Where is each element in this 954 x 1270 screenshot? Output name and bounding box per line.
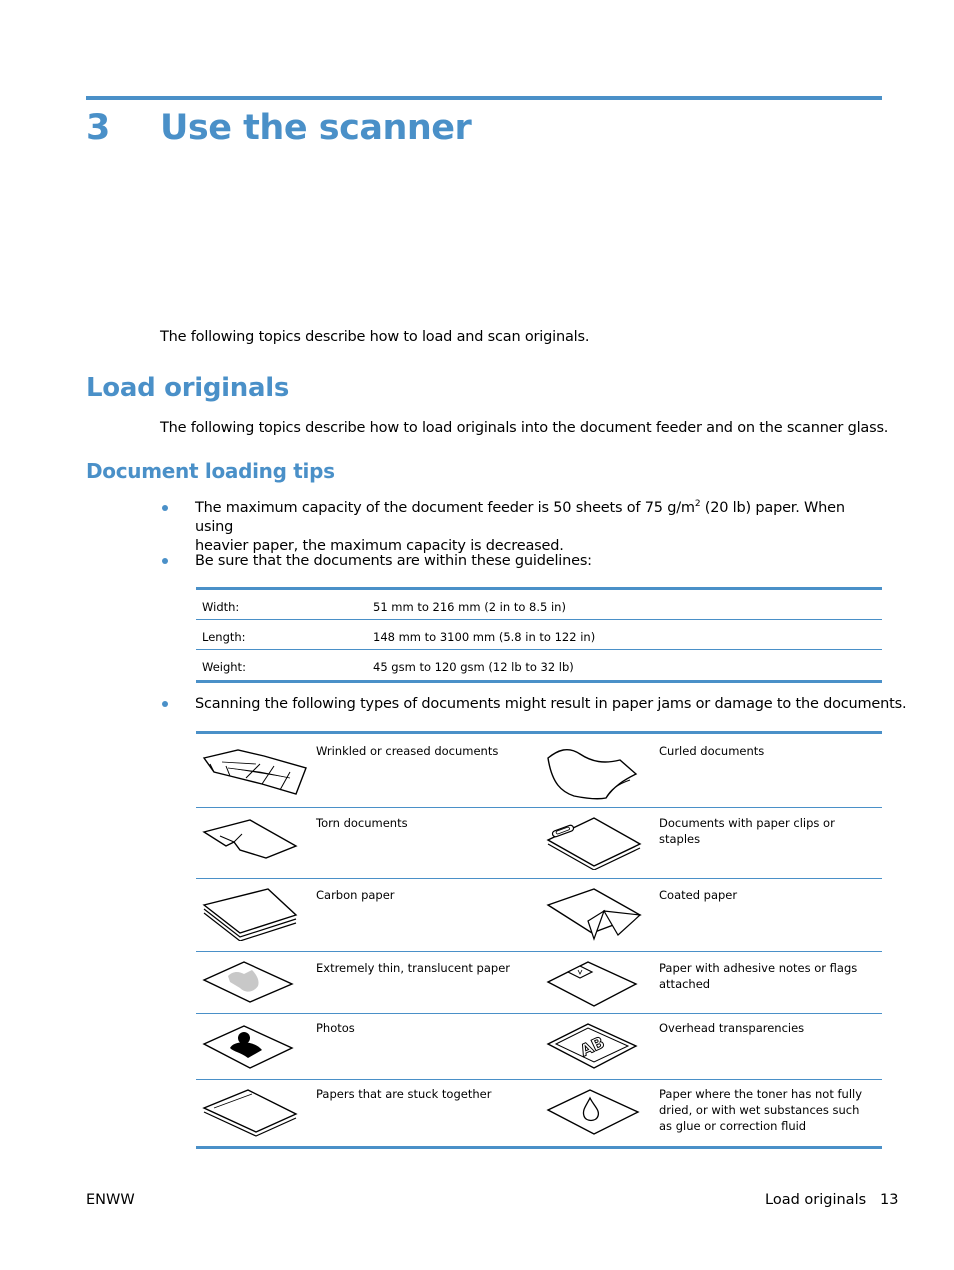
table-row xyxy=(196,734,882,808)
doc-type-label: Overhead transparencies xyxy=(659,1021,805,1035)
photo-icon xyxy=(200,1022,296,1070)
bullet-dot xyxy=(162,505,168,511)
spec-label: Weight: xyxy=(202,660,246,674)
superscript-2: 2 xyxy=(694,499,701,509)
bullet-capacity-text: The maximum capacity of the document feeder is 50 sheets of 75 g/m xyxy=(195,500,695,516)
paper-clip-icon xyxy=(544,814,642,870)
doc-type-label: Carbon paper xyxy=(316,888,395,902)
chapter-title: Use the scanner xyxy=(160,108,472,148)
coated-paper-icon xyxy=(544,885,642,941)
spec-value: 51 mm to 216 mm (2 in to 8.5 in) xyxy=(373,600,566,614)
section-intro: The following topics describe how to load originals into the document feeder and on the scanner glass. xyxy=(160,420,889,436)
stuck-papers-icon xyxy=(200,1086,300,1138)
torn-paper-icon xyxy=(200,816,300,860)
wet-paper-icon xyxy=(544,1086,642,1136)
bullet-dot xyxy=(162,558,168,564)
bullet-guidelines: Be sure that the documents are within these guidelines: xyxy=(195,553,592,569)
bullet-capacity-text-cont: (20 lb) paper. When using xyxy=(195,500,845,535)
document-types-table xyxy=(196,731,882,1149)
bullet-capacity-line2: heavier paper, the maximum capacity is decreased. xyxy=(195,538,564,554)
table-row xyxy=(196,1080,882,1149)
spec-value: 148 mm to 3100 mm (5.8 in to 122 in) xyxy=(373,630,596,644)
bullet-dot xyxy=(162,701,168,707)
wrinkled-paper-icon xyxy=(200,742,308,798)
bullet-capacity xyxy=(195,499,875,556)
chapter-top-rule xyxy=(86,96,882,100)
doc-type-label: Paper where the toner has not fully dried, or with wet substances such as glue or correction fluid xyxy=(659,1087,863,1133)
transparency-icon xyxy=(544,1020,640,1070)
translucent-paper-icon xyxy=(200,958,296,1004)
spec-table xyxy=(196,587,882,683)
carbon-paper-icon xyxy=(200,885,300,941)
table-row xyxy=(196,650,882,680)
spec-label: Width: xyxy=(202,600,240,614)
table-row xyxy=(196,808,882,879)
doc-type-label: Documents with paper clips or staples xyxy=(659,816,835,846)
doc-type-label: Extremely thin, translucent paper xyxy=(316,961,511,975)
subsection-title: Document loading tips xyxy=(86,459,335,483)
table-row xyxy=(196,952,882,1014)
doc-type-label: Curled documents xyxy=(659,744,765,758)
doc-type-label: Paper with adhesive notes or flags attached xyxy=(659,961,858,991)
footer-section: Load originals xyxy=(765,1192,867,1208)
svg-text:AB: AB xyxy=(577,1032,608,1061)
chapter-intro: The following topics describe how to load and scan originals. xyxy=(160,329,590,345)
doc-type-label: Torn documents xyxy=(316,816,408,830)
doc-type-label: Wrinkled or creased documents xyxy=(316,744,499,758)
page-number: 13 xyxy=(880,1192,899,1208)
table-row xyxy=(196,1014,882,1080)
doc-type-label: Photos xyxy=(316,1021,355,1035)
spec-label: Length: xyxy=(202,630,246,644)
footer-edition: ENWW xyxy=(86,1192,135,1208)
bullet-jam-warning: Scanning the following types of documents might result in paper jams or damage to the documents. xyxy=(195,696,907,712)
doc-type-label: Papers that are stuck together xyxy=(316,1087,492,1101)
adhesive-note-icon xyxy=(544,958,640,1008)
spec-value: 45 gsm to 120 gsm (12 lb to 32 lb) xyxy=(373,660,574,674)
doc-type-label: Coated paper xyxy=(659,888,738,902)
table-row xyxy=(196,620,882,650)
curled-paper-icon xyxy=(544,740,640,802)
table-bottom-rule xyxy=(196,680,882,683)
section-title: Load originals xyxy=(86,373,290,403)
table-row xyxy=(196,879,882,952)
chapter-number: 3 xyxy=(86,108,110,148)
table-row xyxy=(196,590,882,620)
